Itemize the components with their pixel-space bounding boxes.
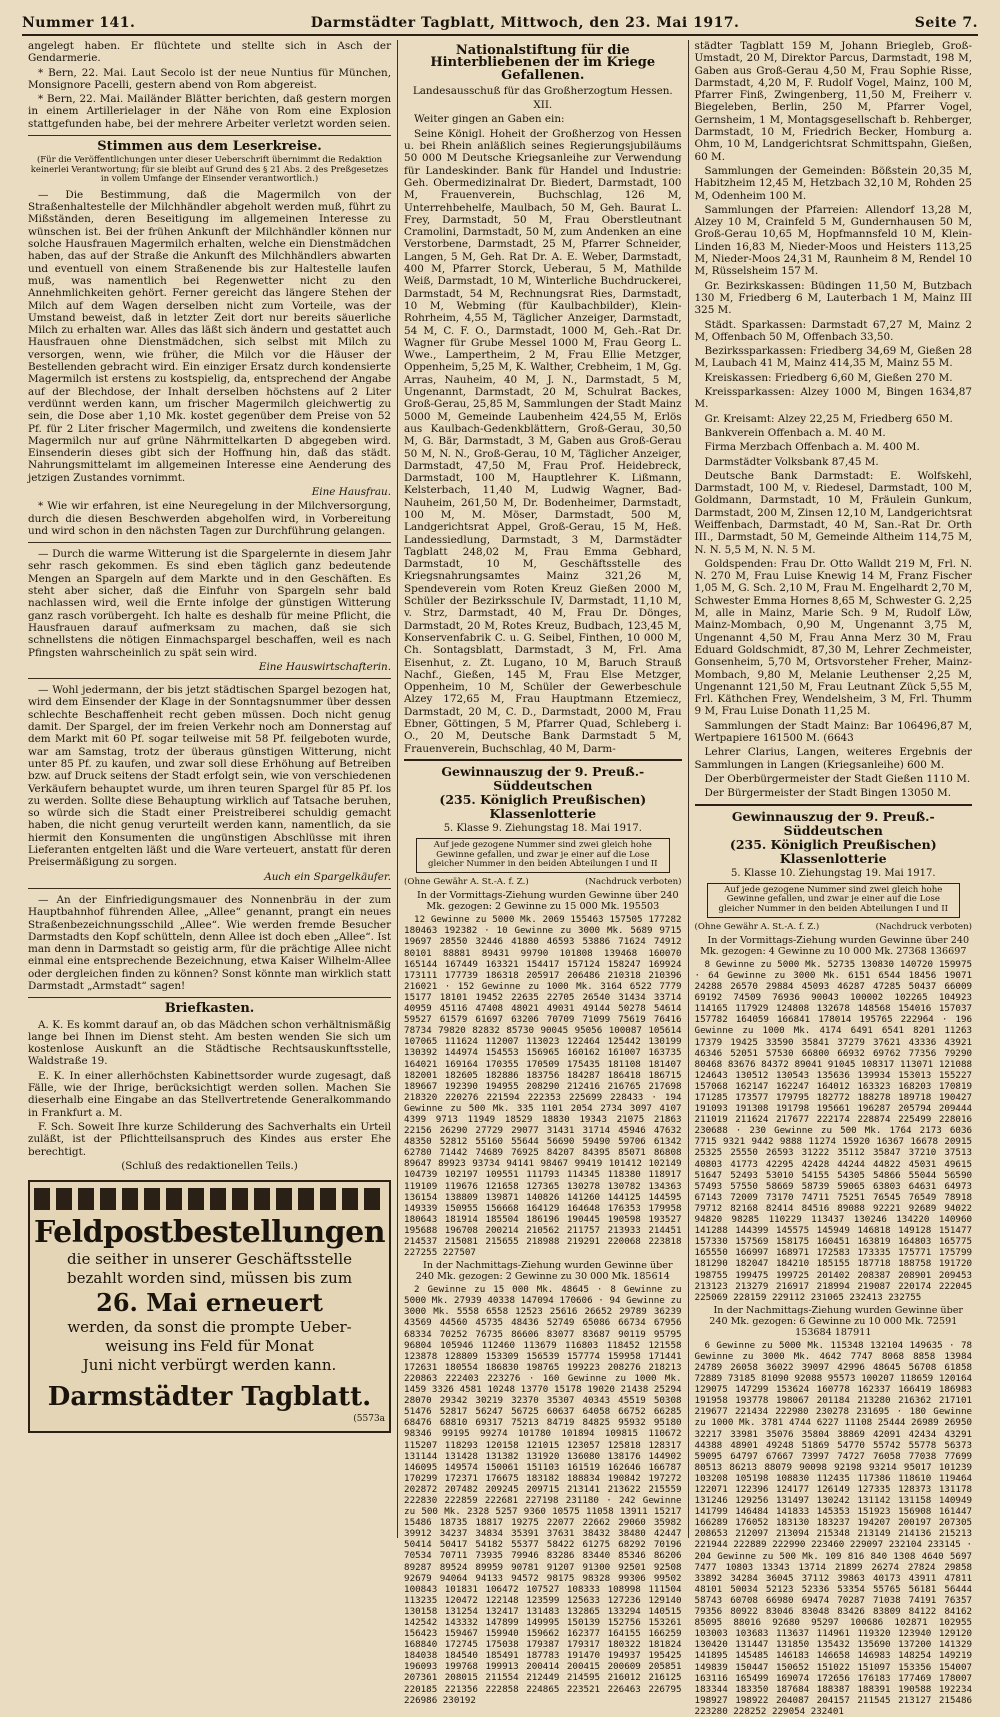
donation-sparkassen: Städt. Sparkassen: Darmstadt 67,27 M, Mainz 2 M, Offenbach 50 M, Offenbach 33,50. xyxy=(694,318,973,343)
section-title-stimmen: Stimmen aus dem Leserkreise. xyxy=(97,139,322,155)
lottery-title xyxy=(695,804,972,866)
subtitle: Landesausschuß für das Großherzogtum Hessen. xyxy=(412,84,673,97)
winning-numbers-morning: 8 Gewinne zu 5000 Mk. 52735 130830 140720 159975 · 64 Gewinne zu 3000 Mk. 6151 6544 18456 19071 24288 26570 29884 45093 46287 47285 50437 66009 69192 74509 76936 90043 100002 102265 104923 114165 117929 124808 132678 148568 154016 157037 157782 164059 166841 178014 195765 222964 · 196 Gewinne zu 1000 Mk. 4174 6491 6541 8201 11263 17379 19425 33590 35841 37279 37621 43336 43921 46346 52051 57530 66800 66932 69762 77356 79290 80468 83676 84372 89041 91045 108317 113071 121088 124643 130512 130543 135636 139934 153013 155227 157068 162147 162247 164012 163323 168203 170819 171285 173577 179795 182772 188278 189718 190427 191093 191308 191798 195661 196287 205794 209444 211019 211624 217677 222174 228874 225499 228016 230688 · 230 Gewinne zu 500 Mk. 1764 2173 6036 7715 9321 9442 9888 11274 15920 16367 16678 20915 25325 25550 26593 31222 35112 35847 37210 37513 40803 41773 42295 42428 44244 44822 45031 49615 51647 52493 53010 54155 54305 54866 55044 56590 57493 57550 58669 58739 59065 63803 64631 64973 67143 72009 73170 74711 75251 76545 76549 78918 79712 82168 82414 84516 89088 92221 92689 94022 94820 98285 110229 113437 130246 134220 140960 141288 144399 145575 145949 146818 149128 151477 157330 157569 158175 160451 163819 164803 165775 165550 166997 168971 172583 173335 175771 175799 181290 182047 184210 185155 187718 188758 191720 198755 199475 199725 201402 208387 208901 209453 213123 213279 216917 218994 219087 220174 222045 225069 228159 229112 231065 232413 232755 xyxy=(694,958,973,1303)
brief-answer: A. K. Es kommt darauf an, ob das Mädchen schon verhältnismäßig lange bei Ihnen im Dienst steht. Am besten wenden Sie sich um kostenlose Auskunft an die Städtische Rechtsauskunftsstelle, Waldstraße 19. xyxy=(28,1018,392,1068)
lottery-notice-box: Auf jede gezogene Nummer sind zwei gleich hohe Gewinne gefallen, und zwar je einer auf die Lose gleicher Nummer in den beiden Abteilungen I und II xyxy=(707,883,960,918)
donation-gemeinden: Sammlungen der Gemeinden: Bößstein 20,35 M, Habitzheim 12,45 M, Hetzbach 32,10 M, Rohden 25 M, Odenheim 100 M. xyxy=(694,164,973,202)
letter-allee: — An der Einfriedigungsmauer des Nonnenbräu in der zum Hauptbahnhof führenden Allee, „Allee“ genannt, prangt ein neues Straßenbezeichnungsschild „Allee“. Wie werden fremde Besucher Darmstadts den Kopf schütteln, denn Allee ist doch eben „Allee“. Ist man denn in Darmstadt so geistig arm, für die prächtige Allee nicht einmal eine entsprechende Bezeichnung, etwa Kaiser Wilhelm-Allee oder dergleichen finden zu können? Sonst könnte man wirklich statt Darmstadt „Armstadt“ sagen! xyxy=(28,893,392,992)
morning-draw-heading: In der Vormittags-Ziehung wurden Gewinne über 240 Mk. gezogen: 2 Gewinne zu 15 000 Mk. 195503 xyxy=(416,890,679,913)
ad-line: die seither in unserer Geschäftsstelle xyxy=(67,1250,352,1269)
no-warranty-note: (Ohne Gewähr A. St.-A. f. Z.) xyxy=(694,921,820,932)
issue-number: Nummer 141. xyxy=(22,15,136,31)
section-title-nationalstiftung: Nationalstiftung für die Hinterbliebenen der im Kriege Gefallenen. xyxy=(430,43,656,83)
divider xyxy=(28,997,391,998)
donation-volksbank: Darmstädter Volksbank 87,45 M. xyxy=(704,455,879,468)
lottery-title-line: (235. Königlich Preußischen) Klassenlotterie xyxy=(439,791,647,821)
afternoon-draw-heading: In der Nachmittags-Ziehung wurden Gewinne über 240 Mk. gezogen: 6 Gewinne zu 10 000 Mk. 72591 153684 187911 xyxy=(709,1304,964,1338)
news-item-bern-2: * Bern, 22. Mai. Mailänder Blätter berichten, daß gestern morgen in einem Artillerielager in der Nähe von Rom eine Explosion stattgefunden habe, bei der mehrere Arbeiter verletzt worden seien. xyxy=(28,93,392,130)
ad-line: werden, da sonst die prompte Ueber- xyxy=(67,1318,352,1337)
lottery-notes xyxy=(404,876,681,888)
page-number: Seite 7. xyxy=(914,15,978,31)
donation-merzbach: Firma Merzbach Offenbach a. M. 400 M. xyxy=(704,441,920,454)
lottery-title xyxy=(404,759,681,821)
donation-kreiskassen: Kreiskassen: Friedberg 6,60 M, Gießen 270 M. xyxy=(704,371,953,384)
letter-magermilch: — Die Bestimmung, daß die Magermilch von der Straßenhaltestelle der Milchhändler abgeholt werden muß, führt zu Mißständen, deren Beseitigung im allgemeinen Interesse zu wünschen ist. Bei der frühen Ankunft der Milchhändler können nur solche Hausfrauen Magermilch erhalten, welche ein Dienstmädchen haben, das auf der Straße die Ankunft des Milchhändlers abwarten und eventuell von einem Straßenende bis zur Haltestelle laufen muß, was namentlich bei Regenwetter nicht zu den Annehmlichkeiten gehört. Ferner gereicht das längere Stehen der Milch auf dem Wagen derselben nicht zum Vorteile, was der Umstand beweist, daß in letzter Zeit dort nur bereits säuerliche Milch zu erhalten war. Alles das läßt sich ändern und gestattet auch Hausfrauen ohne Dienstmädchen, sich selbst mit Milch zu versorgen, wenn, wie früher, die Milch vor die Häuser der Bestellenden gebracht wird. Ein einziger Ersatz durch kondensierte Magermilch ist erstens zu kostspielig, da, entsprechend der Angabe auf der Blechdose, der Inhalt derselben höchstens auf 2 Liter verdünnt werden kann, um frischer Magermilch gleichwertig zu sein, die Dose aber 1,10 Mk. kostet gegenüber dem Preise von 52 Pf. für 2 Liter frischer Magermilch, und zweitens die kondensierte Magermilch nur auf grüne Nährmittelkarten D abgegeben wird. Einsenderin dieses gibt sich der Hoffnung hin, daß das städt. Nahrungsmittelamt im allgemeinen Interesse eine Aenderung des jetzigen Zustandes vornimmt. xyxy=(28,188,392,484)
ad-code: (6643 xyxy=(823,732,854,745)
donation-bankverein: Bankverein Offenbach a. M. 40 M. xyxy=(704,426,886,439)
afternoon-draw-heading: In der Nachmittags-Ziehung wurden Gewinne über 240 Mk. gezogen: 2 Gewinne zu 30 000 Mk. 185614 xyxy=(415,1260,673,1283)
donation-giessen: Der Oberbürgermeister der Stadt Gießen 1110 M. xyxy=(704,772,971,785)
donation-list: Seine Königl. Hoheit der Großherzog von Hessen u. bei Rhein anläßlich seines Regierungsjubiläums 50 000 M Deutsche Kriegsanleihe zur Verwendung für Landeskinder. Bank für Handel und Industrie: Geh. Obermedizinalrat Dr. Biedert, Darmstadt, 100 M, Frauenverein, Buchschlag, 126 M, Unterrehbehelfe, Maulbach, 50 M, Geh. Baurat L. Frey, Darmstadt, 50 M, Frau Oberstleutnant Cramolini, Darmstadt, 50 M, zum Andenken an eine Verstorbene, Darmstadt, 25 M, Pfarrer Schneider, Langen, 5 M, Geh. Rat Dr. A. E. Weber, Darmstadt, 400 M, Pfarrer Storck, Ueberau, 5 M, Mathilde Weiß, Darmstadt, 10 M, Winterliche Buchdruckerei, Darmstadt, 54 M, Rechnungsrat Ries, Darmstadt, 10 M, Webming (für Kaulbachbilder), Klein-Rohrheim, 4,55 M, Täglicher Anzeiger, Darmstadt, 54 M, C. F. O., Darmstadt, 1000 M, Geh.-Rat Dr. Wagner für Grube Messel 1000 M, Frau Georg L. Wwe., Lampertheim, 2 M, Frau Ellie Metzger, Oppenheim, 5,25 M, K. Walther, Crebheim, 1 M, Gg. Arras, Nauheim, 40 M, J. N., Darmstadt, 5 M, Ungenannt, Darmstadt, 20 M, Schulrat Backes, Groß-Gerau, 25,85 M, Sammlungen der Stadt Mainz 5000 M, Gemeinde Laubenheim 424,55 M, Erlös aus Kaulbach-Gedenkblättern, Groß-Gerau, 30,50 M, G. Bär, Darmstadt, 3 M, Gaben aus Groß-Gerau 50 M, N. N., Groß-Gerau, 10 M, Täglicher Anzeiger, Darmstadt, 47,50 M, Frau Prof. Heidebreck, Darmstadt, 100 M, Hauptlehrer K. Lißmann, Kelsterbach, 11,40 M, Ludwig Wagner, Bad-Nauheim, 261,50 M, Dr. Bodenheimer, Darmstadt, 100 M, M. Möser, Darmstadt, 500 M, Landgerichtsrat Appel, Groß-Gerau, 15 M, Heß. Landessiedlung, Darmstadt, 3 M, Darmstädter Tagblatt 248,02 M, Frau Emma Gebhard, Darmstadt, 10 M, Geschäftsstelle des Kriegsnahrungsamtes Mainz 321,26 M, Spendeverein vom Roten Kreuz Gießen 2000 M, Schüler der Bezirksschule IV, Darmstadt, 11,10 M, v. Strz, Darmstadt, 40 M, Frau Dr. Dönges, Darmstadt, 20 M, Rotes Kreuz, Budbach, 123,45 M, Konservenfabrik C. u. G. Seibel, Finthen, 10 000 M, Ch. Sontagsblatt, Darmstadt, 3 M, Frl. Ama Eisenhut, z. Zt. Lugano, 10 M, Baruch Strauß Nachf., Gießen, 145 M, Frau Else Metzger, Oppenheim, 10 M, Schüler der Gewerbeschule Alzey 172,65 M, Frau Hauptmann Etzemiecz, Darmstadt, 20 M, C. D., Darmstadt, 2000 M, Frau Ebner, Göttingen, 5 M, Pfarrer Quad, Schleberg i. O., 20 M, Deutsche Bank Darmstadt 5 M, Frauenverein, Buchschlag, 40 M, Darm- xyxy=(404,127,682,755)
donation-bezirkskassen: Gr. Bezirkskassen: Büdingen 11,50 M, Butzbach 130 M, Friedberg 6 M, Lauterbach 1 M, Mainz III 325 M. xyxy=(694,279,973,317)
lottery-notes xyxy=(695,921,972,933)
donation-kreissparkassen: Kreissparkassen: Alzey 1000 M, Bingen 1634,87 M. xyxy=(694,386,973,411)
column-middle xyxy=(397,40,687,1706)
donation-kreisamt: Gr. Kreisamt: Alzey 22,25 M, Friedberg 650 M. xyxy=(704,412,953,425)
ad-date: 26. Mai erneuert xyxy=(96,1288,323,1318)
lottery-title-line: Gewinnauszug der 9. Preuß.-Süddeutschen xyxy=(731,808,935,838)
intro-line: Weiter gingen an Gaben ein: xyxy=(414,113,565,126)
divider xyxy=(28,542,391,543)
news-item-bern-1: * Bern, 22. Mai. Laut Secolo ist der neue Nuntius für München, Monsignore Pacelli, gestern abend von Rom abgereist. xyxy=(28,66,392,91)
winning-numbers-afternoon: 6 Gewinne zu 5000 Mk. 115348 132104 149635 · 78 Gewinne zu 3000 Mk. 4642 7747 8068 8858 13984 24789 26058 36022 39097 42996 48645 56708 61858 72889 73185 81090 92088 95573 100207 118659 120164 129075 147299 153624 160778 162337 166419 186983 191958 193778 198067 201184 213280 216362 217101 219677 221434 222980 230278 231695 · 180 Gewinne zu 1000 Mk. 3781 4744 6227 11108 25444 26989 26950 32217 33981 35076 35804 38869 42091 42434 43291 44388 48901 49248 51869 54770 55742 55778 56373 59095 64797 67667 73997 74727 76058 77038 77699 80513 86213 88079 90098 92198 93214 95017 101239 103208 105198 108830 112435 117386 118610 119464 122071 122396 124177 126149 127335 128373 131178 131246 129256 131497 130242 131142 131158 140949 141799 146484 141833 145353 151923 156908 161447 166289 176052 183130 183237 194207 200197 207305 208653 212097 213094 215348 213149 214136 215213 221944 222889 222990 223460 229097 232104 233145 · 204 Gewinne zu 500 Mk. 109 816 840 1308 4640 5697 7477 10803 13343 13714 21899 26274 27824 29858 33892 34284 36045 37112 39863 40173 43911 47811 48101 50034 52123 52336 53354 55765 56181 56444 58743 60708 66980 69474 70287 71038 74191 76357 79356 80922 83046 83048 83426 83809 84122 84162 85095 88016 92680 95297 100686 102871 102955 103003 103683 113637 114961 119320 123940 129120 130420 131447 131850 135432 135690 137200 141329 141895 145485 146183 146658 146983 148254 149219 149839 150447 150652 151022 151097 153356 154007 163116 165499 169074 172656 176183 177469 178007 183344 183350 187684 188387 188391 190588 192234 198927 198922 204087 204157 211545 213127 215486 223280 228252 229054 232401 xyxy=(694,1339,973,1717)
letter-signature: Eine Hausfrau. xyxy=(311,486,392,498)
lottery-subtitle: 5. Klasse 10. Ziehungstag 19. Mai 1917. xyxy=(730,867,936,879)
ad-border-ornament xyxy=(34,1188,385,1210)
donation-list-cont: städter Tagblatt 159 M, Johann Briegleb, Groß-Umstadt, 20 M, Direktor Parcus, Darmstadt, 198 M, Gaben aus Groß-Gerau 4,50 M, Frau Sophie Risse, Darmstadt, 4,20 M, F. Rudolf Vogel, Mainz, 100 M, Pfarrer Finß, Zwingenberg, 11,50 M, Freiherr v. Biegeleben, Berlin, 250 M, Pfarrer Vogel, Gernsheim, 1 M, Montagsgesellschaft b. Rehberger, Darmstadt, 10 M, Friedrich Becker, Homburg a. Ohm, 10 M, Landgerichtsrat Schmittspahn, Gießen, 60 M. xyxy=(694,40,973,163)
copyright-note: (Nachdruck verboten) xyxy=(875,921,973,932)
winning-numbers-morning: 12 Gewinne zu 5000 Mk. 2069 155463 157505 177282 180463 192382 · 10 Gewinne zu 3000 Mk. 5689 9715 19697 28550 32446 41880 46593 53886 71624 74912 80101 88881 89431 99790 101808 139468 160070 165144 167449 163321 154417 157124 158247 169924 173111 177739 186318 205917 206486 210318 210396 216021 · 152 Gewinne zu 1000 Mk. 3164 6522 7779 15177 18101 19452 22635 22705 26540 31434 33714 40959 45116 47408 48021 49031 49144 50278 54614 59527 61579 61697 63206 70709 71099 75619 76416 78734 79820 82832 85730 90045 95056 100087 105614 107065 111624 112007 113023 122464 125442 130199 130392 144974 154553 156965 160162 161007 163735 164021 169164 170355 170509 175435 181108 181407 182001 182605 182886 183756 184287 186418 186715 189667 192390 194955 208290 212416 216765 217698 218320 220276 221594 222353 225699 228433 · 194 Gewinne zu 500 Mk. 335 1101 2054 2734 3097 4107 4399 9713 11949 18529 18830 19343 21075 21863 22156 26290 27729 29077 31431 31714 45946 47632 48350 52812 55160 55644 56690 59490 59706 61342 62780 71442 74689 76925 84207 84395 85071 86808 89647 89923 93734 94141 98467 99419 101412 102149 104739 102197 109551 111793 114345 118380 118917 119109 119676 121658 127365 130278 130782 134363 136154 138809 139871 140826 141260 144125 144595 149339 150955 156668 164129 164648 176353 179958 180643 181914 185504 186196 190445 190598 193527 195688 196708 200214 210562 211757 213933 214451 214537 215081 215655 218988 219291 220068 223818 227255 227507 xyxy=(404,914,682,1259)
donation-bingen: Der Bürgermeister der Stadt Bingen 13050 M. xyxy=(704,787,952,800)
lottery-notice-box: Auf jede gezogene Nummer sind zwei gleich hohe Gewinne gefallen, und zwar je einer auf die Lose gleicher Nummer in den beiden Abteilungen I und II xyxy=(416,838,669,873)
divider xyxy=(28,888,391,889)
advertisement-feldpost xyxy=(28,1180,391,1433)
morning-draw-heading: In der Vormittags-Ziehung wurden Gewinne über 240 Mk. gezogen: 4 Gewinne zu 10 000 Mk. 27368 136697 xyxy=(700,934,970,957)
winning-numbers-afternoon: 2 Gewinne zu 15 000 Mk. 48645 · 8 Gewinne zu 5000 Mk. 27939 40338 147094 170606 · 94 Gewinne zu 3000 Mk. 5558 6558 12523 25616 26652 29789 36239 43569 44560 45735 48436 52749 65086 66734 67956 68334 70252 76735 86606 83077 83687 90119 95795 96804 105946 112460 113679 116803 118452 121558 123878 128809 153309 156539 157774 159958 171441 172631 180554 186830 198765 199223 208276 218213 220863 222403 223276 · 160 Gewinne zu 1000 Mk. 1459 3326 4581 10248 13770 15178 19020 21438 25294 28070 29342 30219 32370 35307 40343 45519 50308 51476 52817 56247 56725 60637 64058 66752 66285 68476 68810 69317 75213 84719 84825 95932 95180 98346 99195 99274 101780 101894 109815 110672 115207 118293 120158 121015 123057 125818 128317 131144 131428 131382 131920 136080 138176 144902 146095 149574 150061 151103 161519 162646 166787 170299 172371 176675 183182 188834 190842 197272 202872 207482 209245 209715 213141 213622 215559 222830 222859 222681 227198 231180 · 242 Gewinne zu 500 Mk. 2328 5257 9360 10575 11058 13911 15217 15486 18735 18817 19275 22077 22662 29060 35982 39912 34237 34834 35391 37631 38432 38480 42447 50414 50417 54182 55377 58422 61275 68292 70196 70534 70711 73935 79946 83286 83440 85346 86206 89287 89524 89959 90781 91207 91300 92501 92508 92679 94064 94133 94572 98175 98328 99306 99502 100843 101831 106472 107527 108333 108998 111504 113235 120472 122148 123599 125633 127236 129140 130158 131254 132417 131483 132865 133294 140515 142542 143332 147899 149995 150139 152756 153261 156423 159467 159940 159662 162377 164155 166259 168840 172745 175038 179387 179317 180322 181824 184038 184540 185491 187783 191470 194937 195425 196093 199768 199913 200414 200415 200609 205851 207361 208015 211554 212449 214595 216012 216125 220185 221356 222858 224865 223521 226463 226795 226986 230192 xyxy=(404,1284,682,1706)
column-right xyxy=(688,40,978,1717)
donation-goldspenden: Goldspenden: Frau Dr. Otto Walldt 219 M, Frl. N. N. 270 M, Frau Luise Knewig 14 M, Franz Fischer 1,05 M, G. Sch. 2,10 M, Frau M. Engelhardt 2,70 M, Schwester Emma Hornes 8,65 M, Schwester G. 2,25 M, alle in Mainz, Marie Sch. 9 M, Rudolf Löw, Mainz-Mombach, 0,90 M, Ungenannt 3,75 M, Ungenannt 4,50 M, Frau Anna Merz 30 M, Frau Eduard Goldschmidt, 87,30 M, Lehrer Zechmeister, Gonsenheim, 5,70 M, Ortsvorsteher Freher, Mainz-Mombach, 9,80 M, Melanie Leuthenser 2,25 M, Ungenannt 121,50 M, Frau Leutnant Zück 5,55 M, Frl. Käthchen Frey, Wendelsheim, 3 M, Frl. Thumm 9 M, Frau Luise Donath 11,25 M. xyxy=(694,557,973,718)
ad-line: weisung ins Feld für Monat xyxy=(105,1337,314,1356)
column-left xyxy=(22,40,397,1538)
brief-answer: F. Sch. Soweit Ihre kurze Schilderung des Sachverhalts ein Urteil zuläßt, ist der Pflichtteilsanspruch des Kindes aus erster Ehe berechtigt. xyxy=(28,1120,392,1158)
donation-deutsche-bank: Deutsche Bank Darmstadt: E. Wolfskehl, Darmstadt, 100 M, v. Riedesel, Darmstadt, 100 M, Goldmann, Darmstadt, 10 M, Fräulein Gunkum, Darmstadt, 200 M, Zinsen 12,10 M, Landgerichtsrat Weiffenbach, Darmstadt, 40 M, San.-Rat Dr. Orth III., Darmstadt, 50 M, Gemeinde Altheim 114,75 M, N. N. 5,5 M, N. N. 5 M. xyxy=(694,469,973,556)
donation-mainz-text: Sammlungen der Stadt Mainz: Bar 106496,87 M, Wertpapiere 161500 M. xyxy=(694,719,973,745)
donation-pfarreien: Sammlungen der Pfarreien: Allendorf 13,28 M, Alzey 10 M, Crainfeld 5 M, Gundernhausen 50 M, Groß-Gerau 10,65 M, Hopfmannsfeld 10 M, Klein-Linden 16,83 M, Nieder-Moos und Heisters 113,25 M, Nieder-Moos 24,31 M, Raunheim 8 M, Rendel 10 M, Rüsselsheim 157 M. xyxy=(694,203,973,278)
donation-bezirkssparkassen: Bezirkssparkassen: Friedberg 34,69 M, Gießen 28 M, Laubach 41 M, Mainz 414,35 M, Mainz 55 M. xyxy=(694,345,973,370)
ad-code: (5573a xyxy=(353,1414,386,1425)
masthead-date: Darmstädter Tagblatt, Mittwoch, den 23. Mai 1917. xyxy=(310,15,740,31)
news-fragment: angelegt haben. Er flüchtete und stellte sich in Asch der Gendarmerie. xyxy=(28,40,392,65)
divider xyxy=(28,135,391,136)
ad-line: Juni nicht verbürgt werden kann. xyxy=(82,1356,337,1375)
letter-spargel-price: — Wohl jedermann, der bis jetzt städtischen Spargel bezogen hat, wird dem Einsender der Klage in der Sonntagsnummer über dessen schlechte Beschaffenheit recht geben müssen. Doch nicht genug damit. Der Spargel, der im freien Verkehr noch am Donnerstag auf dem Markt mit 60 Pf. sogar teilweise mit 58 Pf. feilgeboten wurde, war am Samstag, trotz der überaus günstigen Witterung, nicht unter 85 Pf. zu kaufen, und zwar soll diese Erhöhung auf Betreiben bzw. auf Druck seitens der Stadt erfolgt sein, wie von verschiedenen Verkäufern behauptet wurde, um ihren teuren Spargel für 85 Pf. los zu werden. Sollte diese Behauptung wirklich auf Tatsache beruhen, so würde sich die Stadt einer Preistreiberei schuldig gemacht haben, die nicht genug verurteilt werden kann, namentlich, da sie hiermit den Konsumenten die ungünstigen Abschlüsse mit ihren Lieferanten entgelten läßt und die Ware verteuert, anstatt für deren Preisermäßigung zu sorgen. xyxy=(28,684,392,869)
lottery-title-line: Gewinnauszug der 9. Preuß.-Süddeutschen xyxy=(441,763,645,793)
disclaimer-note: (Für die Veröffentlichungen unter dieser Ueberschrift übernimmt die Redaktion keinerlei Verantwortung; für sie bleibt auf Grund des § 21 Abs. 2 des Preßgesetzes in vollem Umfange der Einsender verantwortlich.) xyxy=(30,155,389,185)
letter-milk-reply: * Wie wir erfahren, ist eine Neuregelung in der Milchversorgung, durch die diesen Beschwerden abgeholfen wird, in Vorbereitung und wird schon in den nächsten Tagen zur Durchführung gelangen. xyxy=(28,500,392,537)
ad-brand: Darmstädter Tagblatt. xyxy=(47,1382,372,1413)
donation-mainz xyxy=(695,720,972,745)
copyright-note: (Nachdruck verboten) xyxy=(585,877,682,887)
lottery-title-line: (235. Königlich Preußischen) Klassenlotterie xyxy=(729,836,937,866)
letter-spargel: — Durch die warme Witterung ist die Spargelernte in diesem Jahr sehr rasch gekommen. Es sind eben täglich ganz bedeutende Mengen an Spargeln auf dem Markte und in den Geschäften. Es steht aber sicher, daß die Einfuhr von Spargeln sehr bald nachlassen wird, weil die Ernte infolge der günstigen Witterung ganz rasch vorübergeht. Ich halte es deshalb für meine Pflicht, die Hausfrauen darauf aufmerksam zu machen, daß sie sich schnellstens die nötigen Einmachspargel beschaffen, weil es nach Pfingsten wahrscheinlich zu spät sein wird. xyxy=(28,548,392,659)
page-header xyxy=(22,0,978,36)
editorial-end-note: (Schluß des redaktionellen Teils.) xyxy=(121,1159,298,1172)
divider xyxy=(28,678,391,679)
section-title-briefkasten: Briefkasten. xyxy=(164,1001,255,1017)
lottery-subtitle: 5. Klasse 9. Ziehungstag 18. Mai 1917. xyxy=(443,822,642,834)
no-warranty-note: (Ohne Gewähr A. St.-A. f. Z.) xyxy=(404,877,529,887)
letter-signature: Eine Hauswirtschafterin. xyxy=(258,660,392,673)
donation-langen: Lehrer Clarius, Langen, weiteres Ergebnis der Sammlungen in Langen (Kriegsanleihe) 600 M. xyxy=(694,746,973,771)
ad-title: Feldpostbestellungen xyxy=(34,1215,386,1251)
letter-signature: Auch ein Spargelkäufer. xyxy=(264,870,392,883)
list-number: XII. xyxy=(533,99,553,112)
brief-answer: E. K. In einer allerhöchsten Kabinettsorder wurde zugesagt, daß Fälle, wie der Ihrige, berücksichtigt werden sollen. Machen Sie dieserhalb eine Eingabe an das Stellvertretende Generalkommando in Frankfurt a. M. xyxy=(28,1069,392,1119)
ad-line: bezahlt worden sind, müssen bis zum xyxy=(66,1269,353,1288)
